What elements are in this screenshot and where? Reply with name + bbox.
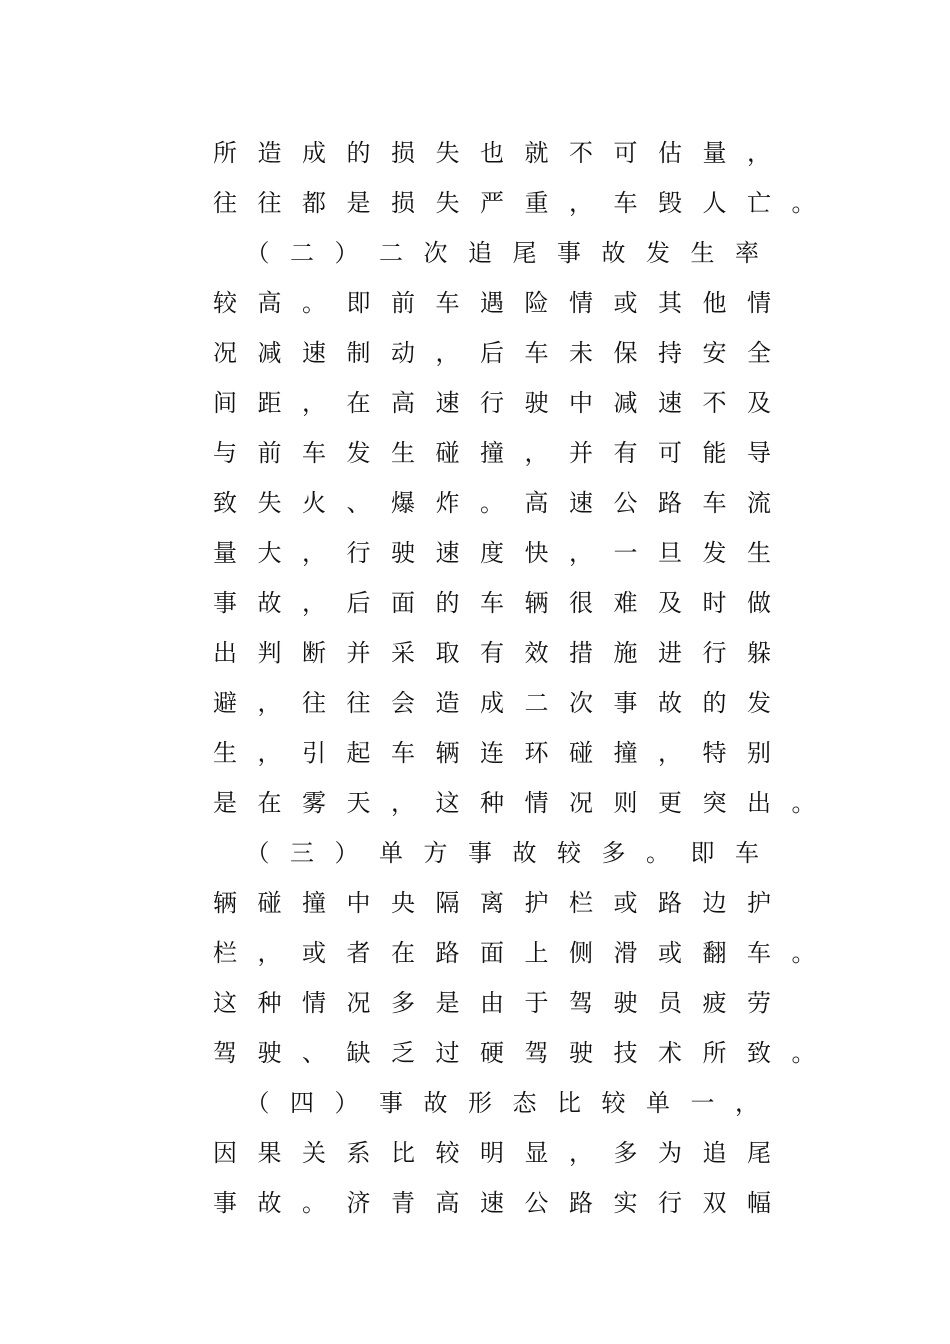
text-line: 所造成的损失也就不可估量， xyxy=(213,139,792,167)
text-line: 栏，或者在路面上侧滑或翻车。 xyxy=(213,939,836,967)
text-line: 与前车发生碰撞，并有可能导 xyxy=(213,439,792,467)
text-line: 事故，后面的车辆很难及时做 xyxy=(213,589,792,617)
text-line: 因果关系比较明显，多为追尾 xyxy=(213,1139,792,1167)
text-line: （三）单方事故较多。即车 xyxy=(213,839,780,867)
text-line: 出判断并采取有效措施进行躲 xyxy=(213,639,792,667)
text-line: 避，往往会造成二次事故的发 xyxy=(213,689,792,717)
text-line: 是在雾天，这种情况则更突出。 xyxy=(213,789,836,817)
text-line: （四）事故形态比较单一， xyxy=(213,1089,780,1117)
text-line: 驾驶、缺乏过硬驾驶技术所致。 xyxy=(213,1039,836,1067)
text-line: 辆碰撞中央隔离护栏或路边护 xyxy=(213,889,792,917)
text-line: 往往都是损失严重，车毁人亡。 xyxy=(213,189,836,217)
text-line: （二）二次追尾事故发生率 xyxy=(213,239,780,267)
text-line: 致失火、爆炸。高速公路车流 xyxy=(213,489,792,517)
text-line: 这种情况多是由于驾驶员疲劳 xyxy=(213,989,792,1017)
text-line: 间距，在高速行驶中减速不及 xyxy=(213,389,792,417)
text-line: 量大，行驶速度快，一旦发生 xyxy=(213,539,792,567)
text-line: 生，引起车辆连环碰撞，特别 xyxy=(213,739,792,767)
text-line: 较高。即前车遇险情或其他情 xyxy=(213,289,792,317)
text-line: 事故。济青高速公路实行双幅 xyxy=(213,1189,792,1217)
text-line: 况减速制动，后车未保持安全 xyxy=(213,339,792,367)
body-text xyxy=(213,128,836,1228)
